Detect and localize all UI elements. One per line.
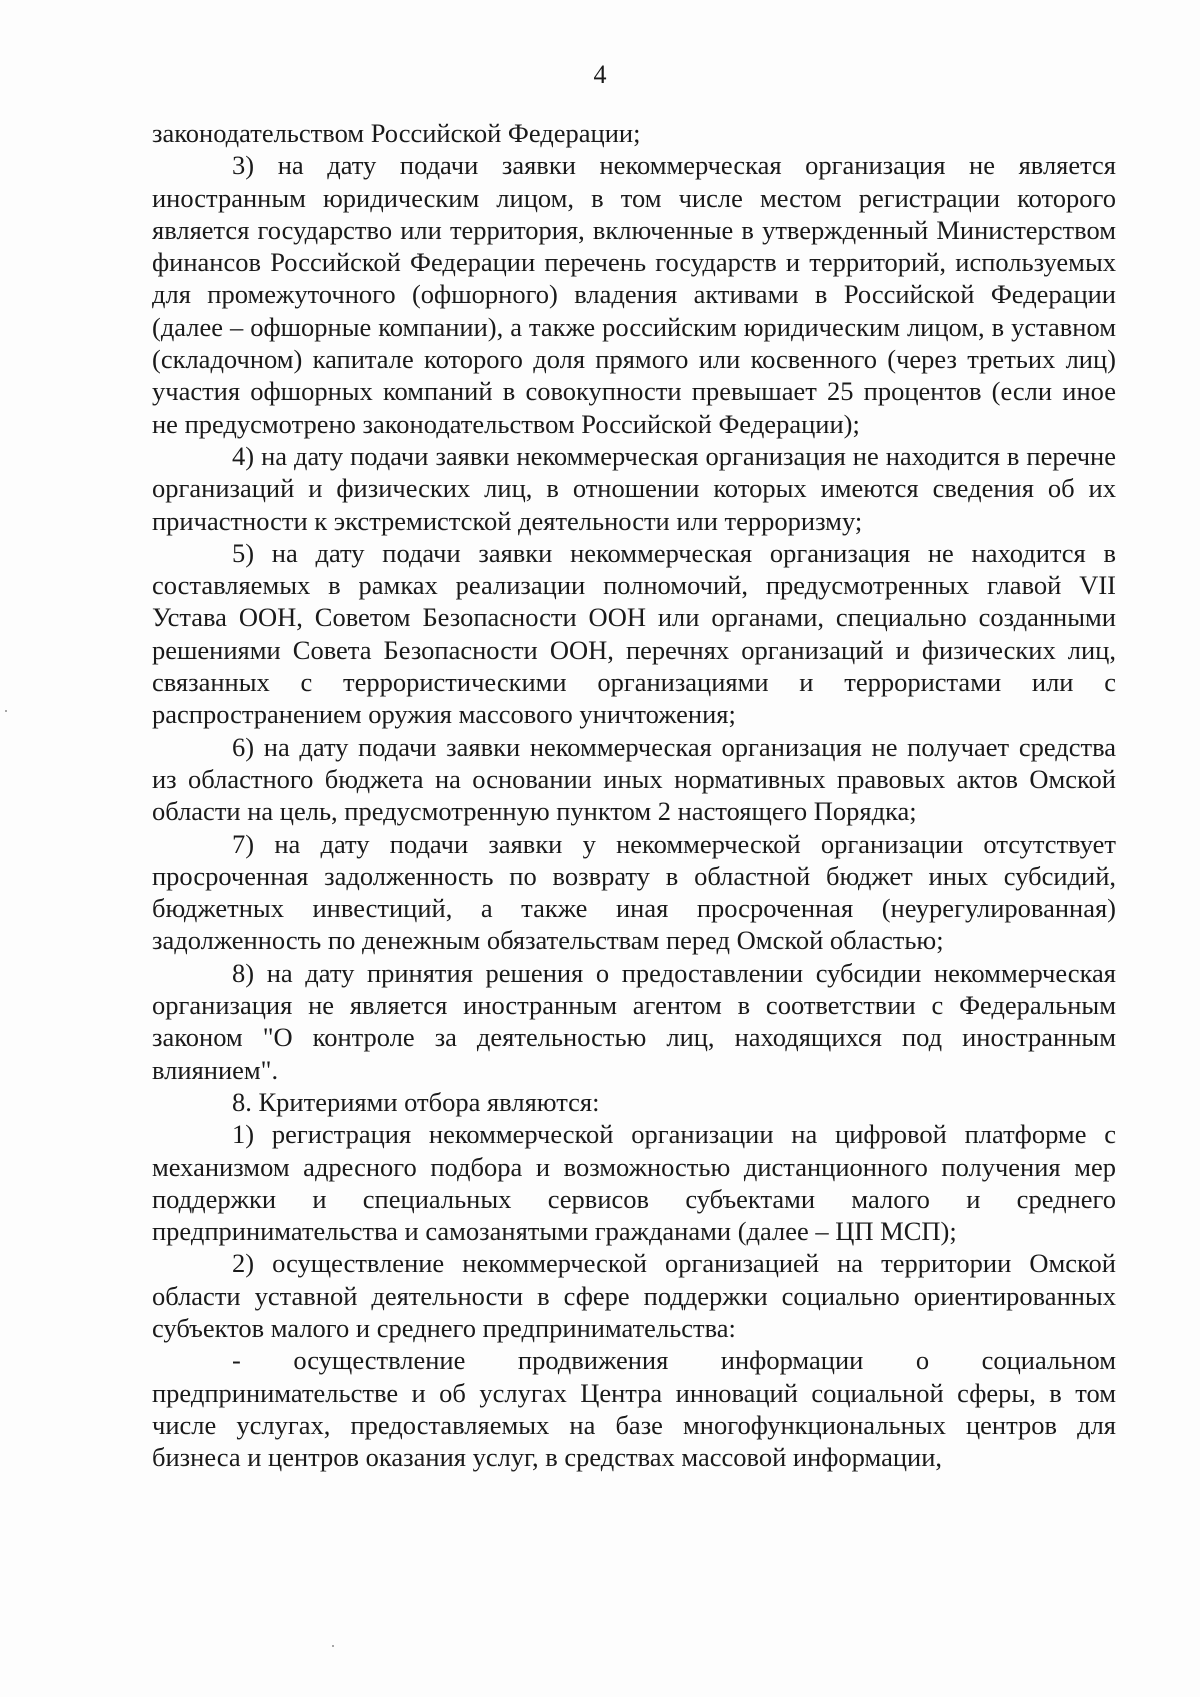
section-heading-criteria: 8. Критериями отбора являются: bbox=[232, 1086, 600, 1117]
page-number: 4 bbox=[593, 60, 607, 89]
paragraph-criterion-1: 1) регистрация некоммерческой организации на цифровой платформе с механизмом адресного подбора и возможностью дистанционного получения мер поддержки и специальных сервисов субъектами малого и среднего предпринимательства и самозанятыми гражданами (далее – ЦП МСП); bbox=[152, 1119, 1116, 1247]
document-body bbox=[152, 117, 1116, 1473]
scan-speck bbox=[332, 1645, 334, 1647]
paragraph-item-8: 8) на дату принятия решения о предоставлении субсидии некоммерческая организация не является иностранным агентом в соответствии с Федеральным законом "О контроле за деятельностью лиц, находящихся под иностранным влиянием". bbox=[152, 957, 1116, 1085]
paragraph-item-3: 3) на дату подачи заявки некоммерческая организация не является иностранным юридическим лицом, в том числе местом регистрации которого является государство или территория, включенные в утвержденный Министерством финансов Российской Федерации перечень государств и территорий, используемых для промежуточного (офшорного) владения активами в Российской Федерации (далее – офшорные компании), а также российским юридическим лицом, в уставном (складочном) капитале которого доля прямого или косвенного (через третьих лиц) участия офшорных компаний в совокупности превышает 25 процентов (если иное не предусмотрено законодательством Российской Федерации); bbox=[152, 150, 1116, 439]
paragraph-continuation: законодательством Российской Федерации; bbox=[152, 118, 641, 148]
paragraph-item-7: 7) на дату подачи заявки у некоммерческой организации отсутствует просроченная задолженность по возврату в областной бюджет иных субсидий, бюджетных инвестиций, а также иная просроченная (неурегулированная) задолженность по денежным обязательствам перед Омской областью; bbox=[152, 828, 1116, 956]
paragraph-item-4: 4) на дату подачи заявки некоммерческая организация не находится в перечне организаций и физических лиц, в отношении которых имеются сведения об их причастности к экстремистской деятельности или терроризму; bbox=[152, 440, 1116, 536]
paragraph-bullet-promotion: - осуществление продвижения информации о социальном предпринимательстве и об услугах Центра инноваций социальной сферы, в том числе услугах, предоставляемых на базе многофункциональных центров для бизнеса и центров оказания услуг, в средствах массовой информации, bbox=[152, 1345, 1116, 1473]
paragraph-item-6: 6) на дату подачи заявки некоммерческая организация не получает средства из областного бюджета на основании иных нормативных правовых актов Омской области на цель, предусмотренную пунктом 2 настоящего Порядка; bbox=[152, 731, 1116, 827]
scan-speck bbox=[5, 710, 7, 712]
paragraph-item-5: 5) на дату подачи заявки некоммерческая организация не находится в составляемых в рамках реализации полномочий, предусмотренных главой VII Устава ООН, Советом Безопасности ООН или органами, специально созданными решениями Совета Безопасности ООН, перечнях организаций и физических лиц, связанных с террористическими организациями и террористами или с распространением оружия массового уничтожения; bbox=[152, 537, 1116, 730]
paragraph-criterion-2: 2) осуществление некоммерческой организацией на территории Омской области уставной деятельности в сфере поддержки социально ориентированных субъектов малого и среднего предпринимательства: bbox=[152, 1248, 1116, 1343]
